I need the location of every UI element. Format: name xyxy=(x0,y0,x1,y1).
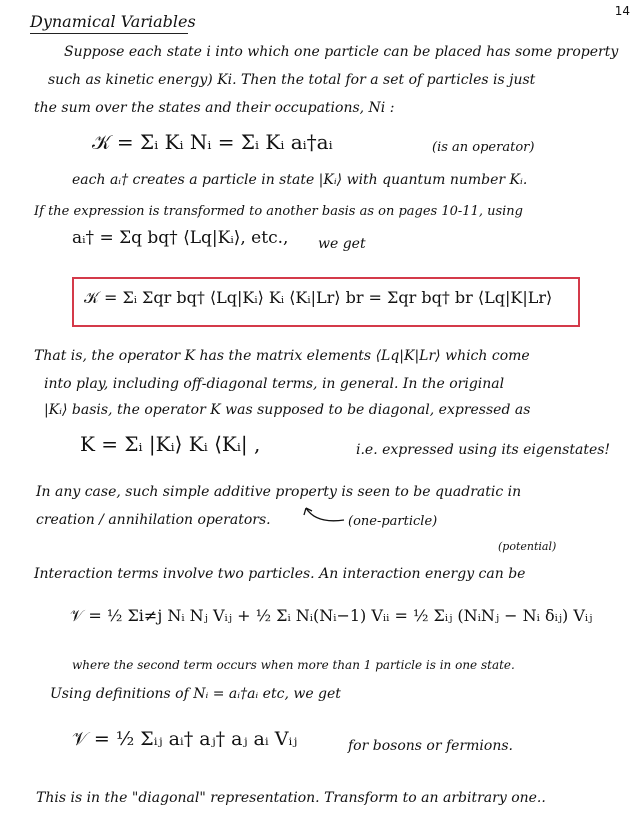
equation-diagonal: K = Σᵢ |Kᵢ⟩ Kᵢ ⟨Kᵢ| , xyxy=(80,432,261,456)
paragraph3-line2: creation / annihilation operators. xyxy=(36,512,271,528)
line-using: Using definitions of Nᵢ = aᵢ†aᵢ etc, we get xyxy=(50,686,341,702)
boxed-equation: 𝒦 = Σᵢ Σqr bq† ⟨Lq|Kᵢ⟩ Kᵢ ⟨Kᵢ|Lr⟩ br = Σqr bq† br ⟨Lq|K|Lr⟩ xyxy=(84,288,553,307)
line-interaction: Interaction terms involve two particles. An interaction energy can be xyxy=(34,566,526,582)
potential-label: (potential) xyxy=(498,540,557,553)
equation-K: 𝒦 = Σᵢ Kᵢ Nᵢ = Σᵢ Kᵢ aᵢ†aᵢ xyxy=(92,130,333,154)
paragraph2-line1: That is, the operator K has the matrix elements ⟨Lq|K|Lr⟩ which come xyxy=(34,348,530,364)
line-transform: If the expression is transformed to another basis as on pages 10-11, using xyxy=(34,204,523,219)
paragraph3-line1: In any case, such simple additive property is seen to be quadratic in xyxy=(36,484,522,500)
paragraph2-line3: |Kᵢ⟩ basis, the operator K was supposed to be diagonal, expressed as xyxy=(44,402,531,418)
equation-ai-tail: we get xyxy=(318,236,366,252)
equation-V2: 𝒱 = ½ Σᵢⱼ aᵢ† aⱼ† aⱼ aᵢ Vᵢⱼ xyxy=(72,728,298,750)
equation-V1: 𝒱 = ½ Σi≠j Nᵢ Nⱼ Vᵢⱼ + ½ Σᵢ Nᵢ(Nᵢ−1) Vᵢᵢ = ½ Σᵢⱼ (NᵢNⱼ − Nᵢ δᵢⱼ) Vᵢⱼ xyxy=(70,606,593,625)
page-title: Dynamical Variables xyxy=(30,12,196,31)
line-where: where the second term occurs when more than 1 particle is in one state. xyxy=(72,658,515,672)
title-underline xyxy=(30,33,188,34)
paragraph2-line2: into play, including off-diagonal terms, in general. In the original xyxy=(44,376,505,392)
paragraph1-line2: such as kinetic energy) Ki. Then the total for a set of particles is just xyxy=(48,72,536,88)
paragraph1-line1: Suppose each state i into which one particle can be placed has some property xyxy=(64,44,619,60)
equation-diagonal-note: i.e. expressed using its eigenstates! xyxy=(356,442,611,458)
equation-V2-note: for bosons or fermions. xyxy=(348,738,513,754)
page-number: 14 xyxy=(614,4,630,18)
equation-ai: aᵢ† = Σq bq† ⟨Lq|Kᵢ⟩, etc., xyxy=(72,228,289,248)
line-final: This is in the "diagonal" representation. Transform to an arbitrary one.. xyxy=(36,790,546,806)
paragraph1-line3: the sum over the states and their occupations, Ni : xyxy=(34,100,395,116)
curved-arrow-icon xyxy=(296,500,348,526)
line-each-creates: each aᵢ† creates a particle in state |Kᵢ⟩ with quantum number Kᵢ. xyxy=(72,172,528,188)
paragraph3-note: (one-particle) xyxy=(348,514,438,529)
equation-K-note: (is an operator) xyxy=(432,140,535,155)
